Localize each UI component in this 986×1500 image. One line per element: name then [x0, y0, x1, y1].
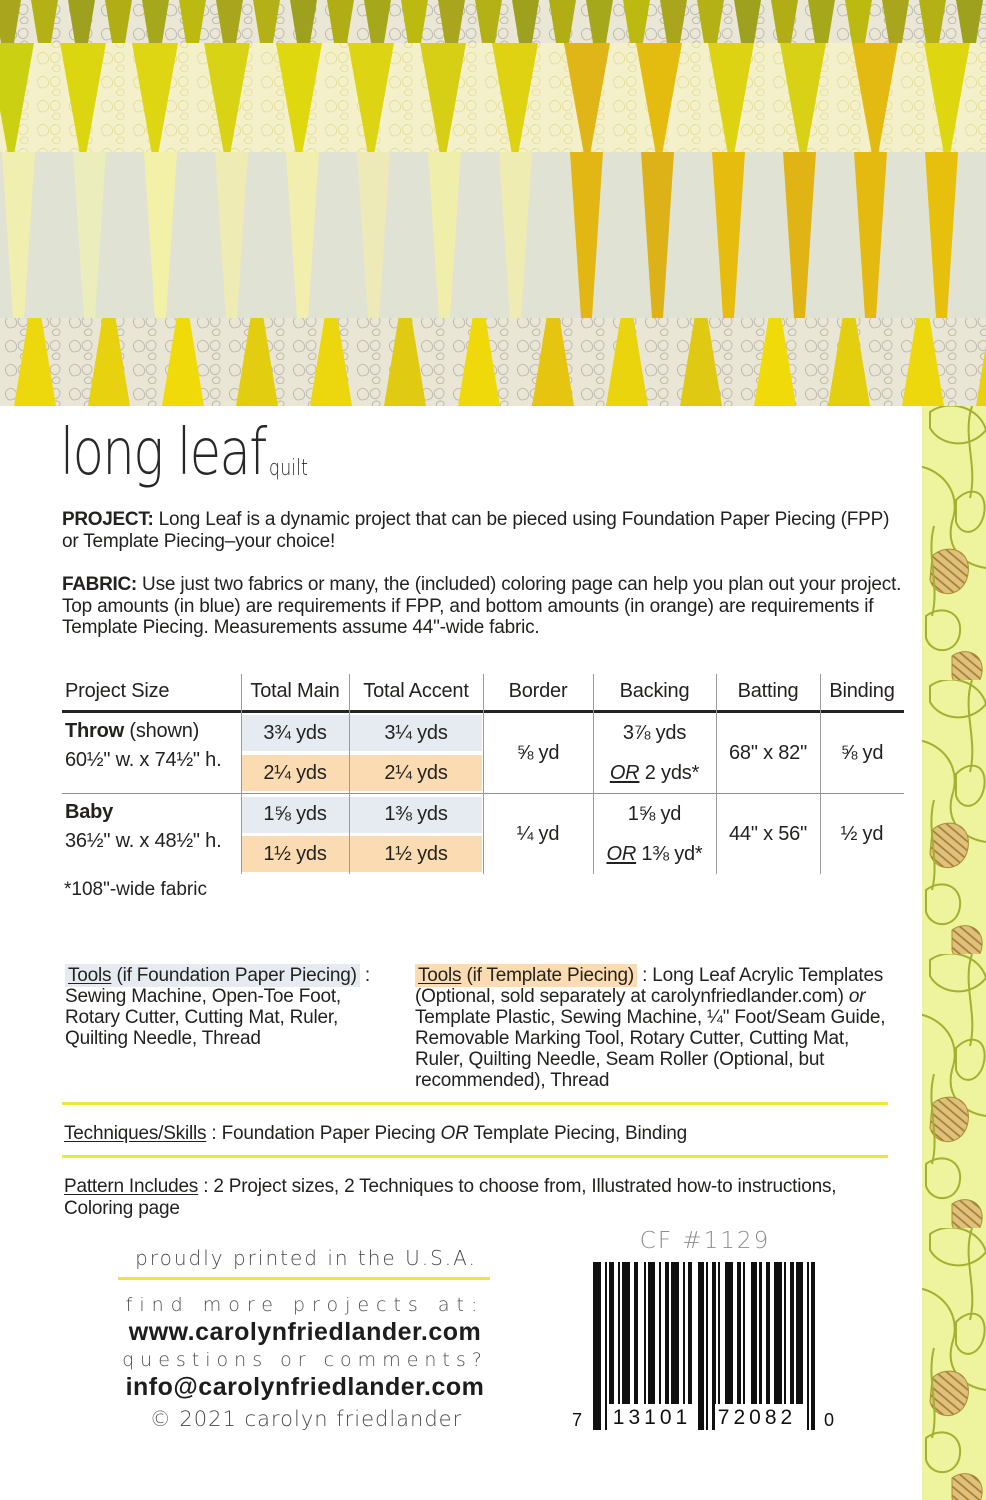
- barcode-bar: [790, 1262, 794, 1404]
- techniques-line: Techniques/Skills : Foundation Paper Piecing OR Template Piecing, Binding: [64, 1123, 688, 1144]
- title-main: long leaf: [60, 416, 266, 490]
- pattern-includes-line: Pattern Includes : 2 Project sizes, 2 Techniques to choose from, Illustrated how-to instructions, Coloring page: [64, 1176, 837, 1219]
- website-text: www.carolynfriedlander.com: [128, 1318, 482, 1346]
- barcode-bar: [743, 1262, 745, 1404]
- barcode-bar: [706, 1262, 708, 1430]
- barcode-bar: [784, 1262, 786, 1404]
- yellow-divider-1: [62, 1102, 888, 1105]
- cell-throw-main-tp: 2¼ yds: [263, 761, 327, 784]
- page-title: [60, 416, 308, 490]
- cell-throw-backing-a: 3⅞ yds: [622, 721, 687, 744]
- cell-baby-backing-a: 1⅝ yd: [627, 802, 682, 825]
- barcode-bar: [609, 1262, 613, 1404]
- printed-in-usa-line: proudly printed in the U.S.A.: [135, 1246, 477, 1270]
- cell-throw-backing-b: OR 2 yds*: [609, 761, 700, 784]
- barcode-bar: [811, 1262, 815, 1430]
- barcode-group-1: 13101: [609, 1404, 695, 1432]
- tools-fpp-highlight: Tools (if Foundation Paper Piecing): [65, 964, 360, 987]
- sku-number: CF #1129: [639, 1228, 771, 1254]
- col-header-border: Border: [508, 679, 568, 702]
- cell-baby-main-fpp: 1⅝ yds: [263, 802, 327, 825]
- questions-line: questions or comments?: [122, 1349, 488, 1371]
- cell-baby-border: ¼ yd: [516, 822, 560, 845]
- col-header-backing: Backing: [619, 679, 690, 702]
- row-label-throw: Throw (shown) 60½" w. x 74½" h.: [65, 720, 222, 771]
- barcode-bar: [766, 1262, 770, 1404]
- barcode-bar: [751, 1262, 757, 1404]
- barcode-bar: [648, 1262, 654, 1404]
- fabric-strip: [922, 406, 986, 1500]
- col-header-total-main: Total Main: [250, 679, 340, 702]
- barcode-bar: [718, 1262, 720, 1404]
- yellow-divider-2: [62, 1155, 888, 1158]
- barcode-bar: [605, 1262, 607, 1430]
- fabric-label: FABRIC:: [62, 574, 137, 595]
- cell-throw-main-fpp: 3¾ yds: [263, 721, 327, 744]
- barcode-digit-right: 0: [824, 1410, 835, 1430]
- cell-baby-binding: ½ yd: [840, 822, 884, 845]
- col-header-total-accent: Total Accent: [363, 679, 469, 702]
- barcode-bar: [634, 1262, 638, 1404]
- barcode-bar: [644, 1262, 646, 1404]
- barcode-bar: [796, 1262, 802, 1404]
- barcode-bar: [622, 1262, 630, 1404]
- barcode-bar: [659, 1262, 661, 1404]
- cell-baby-batting: 44" x 56": [728, 822, 807, 845]
- barcode-group-2: 72082: [715, 1404, 799, 1432]
- tools-template-highlight: Tools (if Template Piecing): [415, 964, 637, 987]
- cell-baby-accent-fpp: 1⅜ yds: [384, 802, 448, 825]
- barcode-bar: [688, 1262, 692, 1404]
- col-header-batting: Batting: [737, 679, 799, 702]
- cell-baby-accent-tp: 1½ yds: [384, 842, 448, 865]
- col-header-binding: Binding: [829, 679, 895, 702]
- barcode-bar: [698, 1262, 704, 1430]
- project-paragraph: [62, 509, 907, 552]
- barcode-bar: [683, 1262, 685, 1404]
- cell-throw-accent-tp: 2¼ yds: [384, 761, 448, 784]
- barcode-digit-left: 7: [572, 1410, 583, 1430]
- barcode-bar: [593, 1262, 601, 1430]
- title-suffix: quilt: [268, 456, 308, 482]
- fabric-text: Use just two fabrics or many, the (included) coloring page can help you plan out your project. Top amounts (in blue) are requirements if FPP, and bottom amounts (in orange) are requirements if Template Piecing. Measurements assume 44"-wide fabric.: [62, 574, 902, 638]
- cell-baby-backing-b: OR 1⅜ yd*: [606, 842, 703, 865]
- table-footnote: *108"-wide fabric: [64, 879, 207, 900]
- fabric-paragraph: [62, 574, 914, 639]
- cell-baby-main-tp: 1½ yds: [263, 842, 327, 865]
- footer-yellow-underline: [118, 1277, 490, 1280]
- project-label: PROJECT:: [62, 509, 154, 530]
- tools-fpp-paragraph: Tools (if Foundation Paper Piecing) : Sewing Machine, Open-Toe Foot, Rotary Cutter, Cutting Mat, Ruler, Quilting Needle, Thread: [65, 965, 370, 1049]
- cell-throw-batting: 68" x 82": [728, 741, 807, 764]
- copyright-line: © 2021 carolyn friedlander: [149, 1407, 463, 1431]
- find-more-line: find more projects at:: [125, 1294, 485, 1316]
- project-text: Long Leaf is a dynamic project that can be pieced using Foundation Paper Piecing (FPP) or Template Piecing–your choice!: [62, 509, 890, 552]
- upc-barcode: [593, 1262, 817, 1432]
- barcode-bar: [671, 1262, 679, 1404]
- row-label-baby: Baby 36½" w. x 48½" h.: [65, 801, 222, 852]
- tools-template-paragraph: Tools (if Template Piecing) : Long Leaf Acrylic Templates (Optional, sold separately at carolynfriedlander.com) or Template Plastic, Sewing Machine, ¼" Foot/Seam Guide, Removable Marking Tool, Rotary Cutter, Cutting Mat, Ruler, Quilting Needle, Seam Roller (Optional, but recommended), Thread: [415, 965, 886, 1091]
- barcode-bar: [737, 1262, 741, 1404]
- cell-throw-binding: ⅝ yd: [840, 741, 884, 764]
- barcode-bar: [665, 1262, 669, 1404]
- cell-throw-border: ⅝ yd: [516, 741, 560, 764]
- barcode-bar: [807, 1262, 809, 1430]
- barcode-bar: [759, 1262, 761, 1404]
- fabric-requirements-table: [62, 672, 904, 876]
- col-header-project-size: Project Size: [65, 679, 170, 702]
- barcode-bar: [618, 1262, 620, 1404]
- email-text: info@carolynfriedlander.com: [125, 1373, 485, 1401]
- quilt-photo: [0, 0, 986, 407]
- barcode-bar: [725, 1262, 733, 1404]
- cell-throw-accent-fpp: 3¼ yds: [384, 721, 448, 744]
- barcode-bar: [774, 1262, 782, 1404]
